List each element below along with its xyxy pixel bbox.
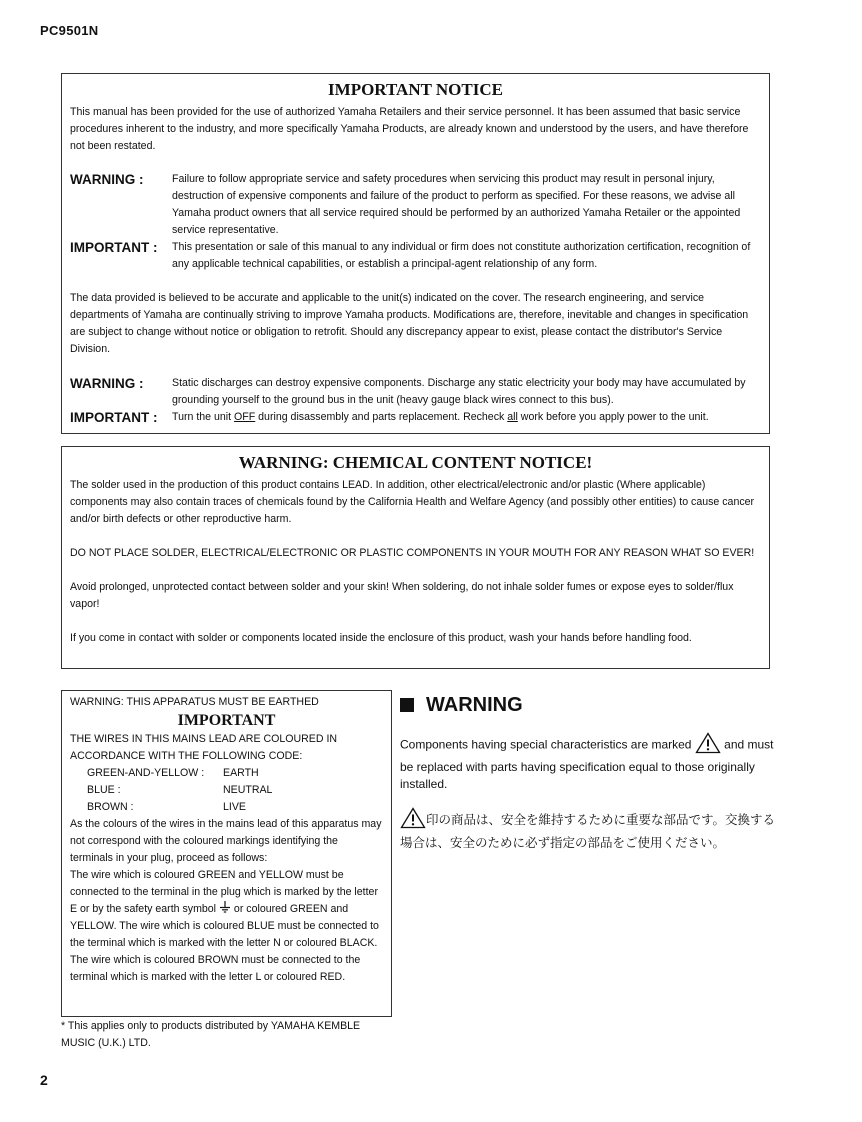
important-2-all: all [507,411,518,423]
important-2 [70,409,761,426]
earth-title: IMPORTANT [177,712,276,729]
earth-heading: WARNING: THIS APPARATUS MUST BE EARTHED [70,696,319,708]
components-warning [400,692,780,852]
warning-text [400,732,780,793]
warning-title: WARNING [426,694,523,716]
earth-intro: THE WIRES IN THIS MAINS LEAD ARE COLOURED IN ACCORDANCE WITH THE FOLLOWING CODE: [70,733,338,762]
earth-p2 [70,867,383,952]
code-meaning: NEUTRAL [223,784,273,796]
important-1-term: IMPORTANT : [70,240,158,255]
important-1 [70,239,761,273]
chemical-notice-box [61,446,770,669]
page-number: 2 [40,1072,48,1088]
warning-1 [70,171,761,239]
warning-text-b: and must be replaced with parts having specification equal to those originally installed. [400,737,774,791]
warning-jp-body: 印の商品は、安全を維持するために重要な部品です。交換する場合は、安全のために必ず指定の部品をご使用ください。 [400,812,776,850]
code-row [70,799,383,816]
important-2-text [172,409,761,426]
earth-p2-part-b: or coloured GREEN and YELLOW. The wire which is coloured BLUE must be connected to the terminal which is marked with the letter N or coloured BLACK. [70,903,379,949]
notice-title: IMPORTANT NOTICE [328,80,503,99]
earthing-box [61,690,392,1017]
important-notice-box [61,73,770,434]
chemical-title: WARNING: CHEMICAL CONTENT NOTICE! [238,453,593,472]
data-paragraph: The data provided is believed to be accurate and applicable to the unit(s) indicated on the cover. The research engineering, and service departments of Yamaha are continually striving to improve Yamaha products. Modifications are, therefore, inevitable and changes in specification are subject to change without notice or obligation to retrofit. Should any discrepancy appear to exist, please contact the distributor's Service Division. [70,292,749,355]
warning-2-text: Static discharges can destroy expensive components. Discharge any static electricity your body may have accumulated by grounding yourself to the ground bus in the unit (heavy gauge black wires connect to this bus). [172,377,746,406]
code-color: BROWN : [87,801,134,813]
chemical-p4: If you come in contact with solder or components located inside the enclosure of this product, wash your hands before handling food. [70,632,692,644]
warning-japanese-text [400,807,780,852]
chemical-p2: DO NOT PLACE SOLDER, ELECTRICAL/ELECTRONIC OR PLASTIC COMPONENTS IN YOUR MOUTH FOR ANY REASON WHAT SO EVER! [70,547,755,559]
important-2-off: OFF [234,411,256,423]
earth-p2-part-a: The wire which is coloured GREEN and YELLOW must be connected to the terminal in the plug which is marked by the letter E or by the safety earth symbol [70,869,378,915]
code-meaning: LIVE [223,801,246,813]
model-number: PC9501N [40,23,99,38]
notice-intro: This manual has been provided for the use of authorized Yamaha Retailers and their service personnel. It has been assumed that basic service procedures inherent to the industry, and more specifically Yamaha Products, are already known and understood by the users, and have therefore not been restated. [70,106,749,152]
code-meaning: EARTH [223,767,259,779]
warning-1-text: Failure to follow appropriate service and safety procedures when servicing this product may result in personal injury, destruction of expensive components and failure of the product to perform as specified. For these reasons, we advise all Yamaha product owners that all service required should be performed by an authorized Yamaha Retailer or the appointed service representative. [172,173,741,236]
earth-footnote: * This applies only to products distributed by YAMAHA KEMBLE MUSIC (U.K.) LTD. [61,1020,361,1049]
warning-1-term: WARNING : [70,172,144,187]
important-2-part-c: work before you apply power to the unit. [517,411,709,423]
warning-triangle-icon [400,807,426,834]
important-1-text: This presentation or sale of this manual to any individual or firm does not constitute authorization certification, recognition of any applicable technical capabilities, or establish a principal-agent relationship of any form. [172,241,751,270]
earth-p3: The wire which is coloured BROWN must be connected to the terminal which is marked with the letter L or coloured RED. [70,954,361,983]
warning-text-a: Components having special characteristics are marked [400,737,695,752]
warning-2-term: WARNING : [70,376,144,391]
code-color: BLUE : [87,784,121,796]
warning-triangle-icon [695,732,721,759]
important-2-part-b: during disassembly and parts replacement. Recheck [255,411,508,423]
warning-2 [70,375,761,409]
code-color: GREEN-AND-YELLOW : [87,767,205,779]
important-2-part-a: Turn the unit [172,411,235,423]
code-row [70,782,383,799]
earth-p1: As the colours of the wires in the mains lead of this apparatus may not correspond with the coloured markings identifying the terminals in your plug, proceed as follows: [70,818,382,864]
chemical-p1: The solder used in the production of this product contains LEAD. In addition, other electrical/electronic and/or plastic (Where applicable) components may also contain traces of chemicals found by the California Health and Welfare Agency (and possibly other entities) to cause cancer and/or birth defects or other reproductive harm. [70,479,755,525]
code-row [70,765,383,782]
chemical-p3: Avoid prolonged, unprotected contact between solder and your skin! When soldering, do not inhale solder fumes or expose eyes to solder/flux vapor! [70,581,734,610]
earth-ground-icon [219,903,231,915]
warning-heading [400,692,780,718]
important-2-term: IMPORTANT : [70,410,158,425]
square-bullet-icon [400,698,414,712]
